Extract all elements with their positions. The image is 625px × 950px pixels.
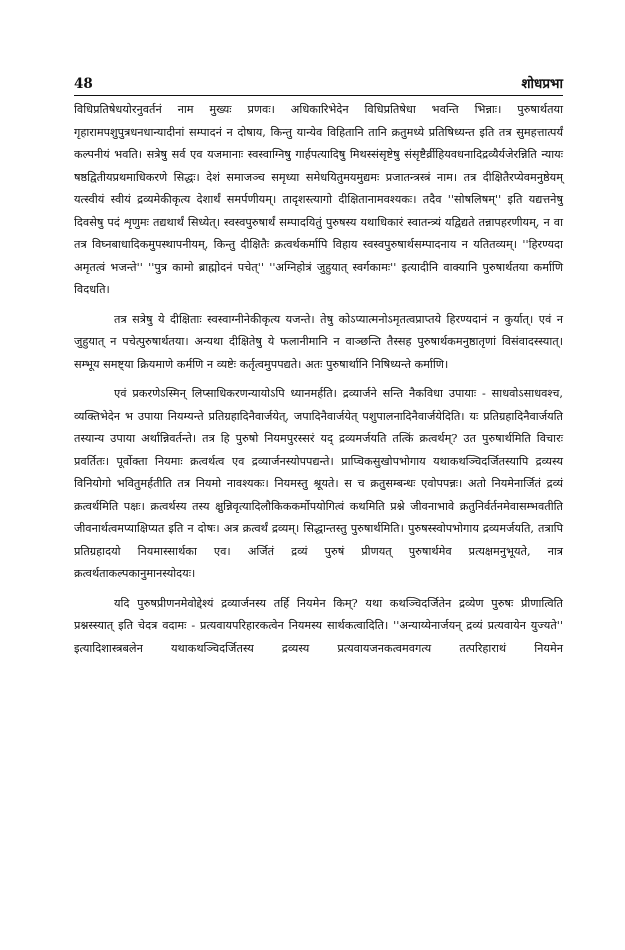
body-text <box>74 99 563 667</box>
paragraph: एवं प्रकरणेऽस्मिन् लिप्साधिकरणन्यायोऽपि ध्यानमर्हति। द्रव्यार्जने सन्ति नैकविधा उपायाः - साधवोऽसाधवश्च, व्यक्तिभेदेन भ उपाया नियम्यन्ते प्रतिग्रहादिनैवार्जयेत्, जपादिनैवार्जयेत् पशुपालनादिनैवार्जयेदिति। यः प्रतिग्रहादिनैवार्जयति तस्यान्य उपाया अर्थान्निवर्तन्ते। तत्र हि पुरुषो नियमपुरस्सरं यद् द्रव्यमर्जयति तत्किं क्रत्वर्थम्? उत पुरुषार्थमिति विचारः प्रवर्तितः। पूर्वोक्ता नियमाः क्रत्वर्थत्व एव द्रव्यार्जनस्योपपद्यन्ते। प्राप्चिकसुखोपभोगाय यथाकथञ्चिदर्जितस्यापि द्रव्यस्य विनियोगो भवितुमर्हतीति तत्र नियमो नावश्यकः। नियमस्तु श्रूयते। स च क्रतुसम्बन्धः एवोपपन्नः। अतो नियमेनार्जितं द्रव्यं क्रत्वर्थमिति पक्षः। क्रत्वर्थस्य तस्य क्षुन्निवृत्यादिलौकिककर्मोपयोगित्वं कथमिति प्रश्ने जीवनाभावे क्रतुनिर्वर्तनमेवासम्भवतीति जीवनार्थत्वमप्याक्षिप्यत इति न दोषः। अत्र क्रत्वर्थं द्रव्यम्। सिद्धान्तस्तु पुरुषार्थमिति। पुरुषस्स्वोपभोगाय द्रव्यमर्जयति, तत्रापि प्रतिग्रहादयो नियमास्सार्थका एव। अर्जितं द्रव्यं पुरुषं प्रीणयत् पुरुषार्थमेव प्रत्यक्षमनुभूयते, नात्र क्रत्वर्थताकल्पकानुमानस्योदयः। <box>74 387 563 580</box>
paragraph: विधिप्रतिषेधयोरनुवर्तनं नाम मुख्यः प्रणवः। अधिकारिभेदेन विधिप्रतिषेधा भवन्ति भिन्नाः। पुरुषार्थतया गृहारामपशुपुत्रधनधान्यादीनां सम्पादनं न दोषाय, किन्तु यान्येव विहितानि तानि क्रतुमध्ये प्रतिषिध्यन्त इति तत्र सुमहत्तात्पर्यं कल्पनीयं भवति। सत्रेषु सर्व एव यजमानाः स्वस्वाग्निषु गार्हपत्यादिषु मिथस्संसृष्टेषु संसृष्टैर्व्रीहियवधनादिद्रव्यैर्यजेरन्निति न्यायः षष्ठद्वितीयप्रथमाधिकरणे सिद्धः। देशं समाजञ्च समृध्या समेधयितुमयमुद्यमः प्रजातन्त्रस्त्रं नाम। तत्र दीक्षितैरप्येवमनुष्ठेयम् यत्स्वीयं स्वीयं द्रव्यमेकीकृत्य देशार्थं समर्पणीयम्। तादृशस्त्यागो दीक्षितानामवश्यकः। तदैव ''सोषलिषम्'' इति यद्यत्तनेषु दिवसेषु पदं शृणुमः तद्यथार्थं सिध्येत्। स्वस्वपुरुषार्थं सम्पादयितुं पुरुषस्य यथाधिकारं स्वातन्त्र्यं यद्विद्यते तन्नापहरणीयम्, न वा तत्र विघ्नबाधादिकमुपस्थापनीयम्, किन्तु दीक्षितैः क्रत्वर्थकर्मापि विहाय स्वस्वपुरुषार्थसम्पादनाय न यतितव्यम्। ''हिरण्यदा अमृतत्वं भजन्ते'' ''पुत्र कामो ब्राह्मोदनं पचेत्'' ''अग्निहोत्रं जुहुयात् स्वर्गकामः'' इत्यादीनि वाक्यानि पुरुषार्थतया कर्माणि विदधति। <box>74 103 563 296</box>
header-rule <box>74 95 563 96</box>
page-number: 48 <box>74 76 93 92</box>
paragraph: तत्र सत्रेषु ये दीक्षिताः स्वस्वाग्नीनेकीकृत्य यजन्ते। तेषु कोऽप्यात्मनोऽमृतत्वप्राप्तये हिरण्यदानं न कुर्यात्। एवं न जुहुयात् न पचेत्पुरुषार्थतया। अन्यथा दीक्षितेषु ये फलानीमानि न वाञ्छन्ति तैस्सह पुरुषार्थकमनुष्ठातृणां विसंवादस्स्यात्। सम्भूय समष्ट्या क्रियमाणे कर्मणि न व्यष्टेः कर्तृत्वमुपपद्यते। अतः पुरुषार्थानि निषिध्यन्ते कर्माणि। <box>74 312 563 371</box>
page-header <box>74 70 563 92</box>
journal-title: शोधप्रभा <box>521 76 563 92</box>
paragraph: यदि पुरुषप्रीणनमेवोद्देश्यं द्रव्यार्जनस्य तर्हि नियमेन किम्? यथा कथञ्चिदर्जितेन द्रव्येण पुरुषः प्रीणात्विति प्रश्नस्स्यात् इति चेदत्र वदामः - प्रत्यवायपरिहारकत्वेन नियमस्य सार्थकत्वादिति। ''अन्याय्येनार्जयन् द्रव्यं प्रत्यवायेन युज्यते'' इत्यादिशास्त्रबलेन यथाकथञ्चिदर्जितस्य द्रव्यस्य प्रत्यवायजनकत्वमवगत्य तत्परिहाराथं नियमेन <box>74 596 563 655</box>
